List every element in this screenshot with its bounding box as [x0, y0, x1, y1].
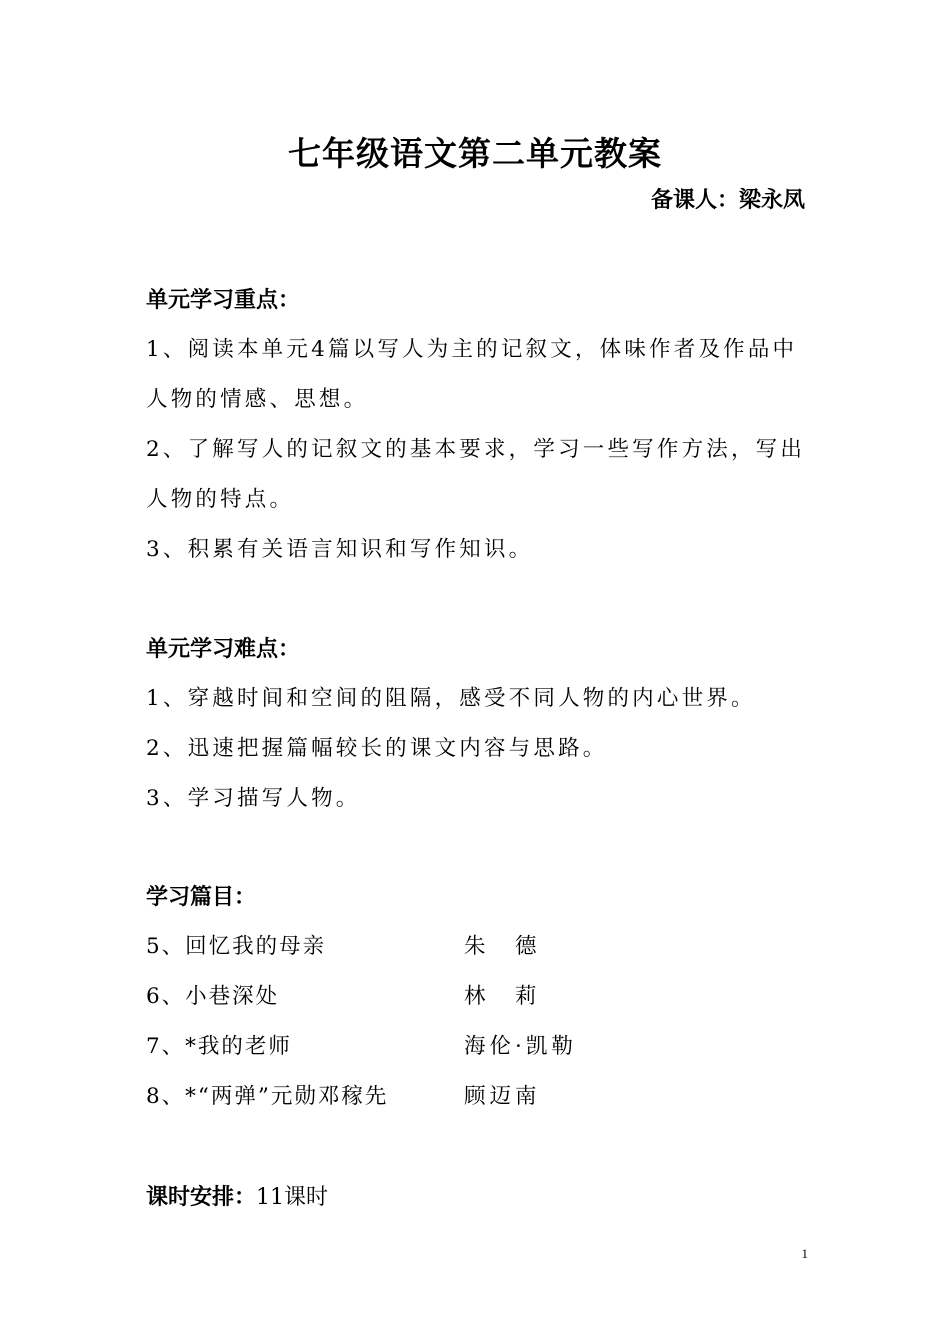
- difficulty-item: 3、学习描写人物。: [146, 786, 361, 811]
- page-title: 七年级语文第二单元教案: [288, 134, 662, 173]
- key-point-item: 2、了解写人的记叙文的基本要求，学习一些写作方法，写出人物的特点。: [146, 437, 806, 512]
- works-title: 7、*我的老师: [146, 1034, 292, 1059]
- works-row: [146, 1072, 816, 1122]
- works-title: 5、回忆我的母亲: [146, 934, 327, 959]
- schedule-line: [146, 1172, 328, 1222]
- difficulties-heading: 单元学习难点：: [146, 636, 301, 662]
- schedule-label: 课时安排：: [146, 1184, 257, 1210]
- key-points-heading: 单元学习重点：: [146, 287, 301, 313]
- difficulty-item: 1、穿越时间和空间的阻隔，感受不同人物的内心世界。: [146, 686, 756, 711]
- schedule-value: 11课时: [256, 1185, 329, 1210]
- works-row: [146, 1022, 816, 1072]
- works-author: 林 莉: [464, 984, 541, 1009]
- key-point-item: 1、阅读本单元4篇以写人为主的记叙文，体味作者及作品中人物的情感、思想。: [146, 337, 798, 412]
- difficulties-section: [146, 624, 816, 824]
- works-title: 6、小巷深处: [146, 984, 280, 1009]
- works-author: 海伦·凯勒: [464, 1034, 577, 1059]
- author-line: 备课人：梁永凤: [650, 187, 805, 213]
- works-author: 朱 德: [464, 934, 541, 959]
- key-points-section: [146, 275, 816, 575]
- difficulty-item: 2、迅速把握篇幅较长的课文内容与思路。: [146, 736, 608, 761]
- key-point-item: 3、积累有关语言知识和写作知识。: [146, 537, 534, 562]
- works-heading: 学习篇目：: [146, 884, 257, 910]
- page-number: 1: [801, 1246, 808, 1261]
- works-row: [146, 922, 816, 972]
- works-author: 顾迈南: [464, 1084, 541, 1109]
- works-section: [146, 872, 816, 1122]
- works-row: [146, 972, 816, 1022]
- works-title: 8、*“两弹”元勋邓稼先: [146, 1084, 389, 1109]
